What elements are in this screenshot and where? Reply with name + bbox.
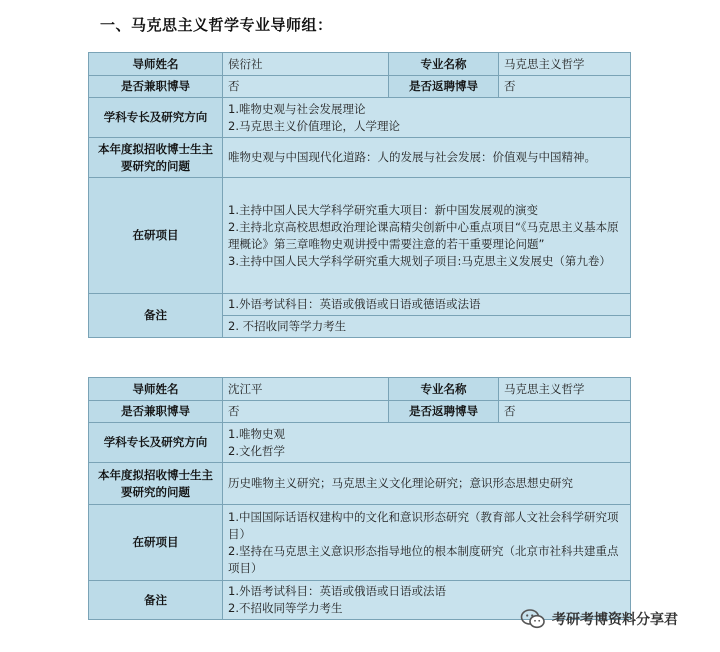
research-problem-value: 唯物史观与中国现代化道路：人的发展与社会发展：价值观与中国精神。 xyxy=(223,138,631,178)
watermark xyxy=(520,608,678,630)
note-line: 2. 不招收同等学力考生 xyxy=(223,316,631,338)
label-rehired: 是否返聘博导 xyxy=(389,76,499,98)
advisor-name: 侯衍社 xyxy=(223,53,389,76)
label-advisor-name: 导师姓名 xyxy=(89,53,223,76)
label-specialty: 学科专长及研究方向 xyxy=(89,423,223,463)
rehired-value: 否 xyxy=(499,401,631,423)
research-problem-value: 历史唯物主义研究；马克思主义文化理论研究；意识形态思想史研究 xyxy=(223,463,631,505)
label-notes: 备注 xyxy=(89,294,223,338)
label-research-problem: 本年度拟招收博士生主要研究的问题 xyxy=(89,138,223,178)
major-name: 马克思主义哲学 xyxy=(499,378,631,401)
concurrent-value: 否 xyxy=(223,401,389,423)
specialty-line: 2.马克思主义价值理论，人学理论 xyxy=(228,118,400,133)
specialty-line: 1.唯物史观与社会发展理论 xyxy=(228,101,366,116)
note-line: 1.外语考试科目：英语或俄语或日语或德语或法语 xyxy=(223,294,631,316)
note-line: 1.外语考试科目：英语或俄语或日语或法语 xyxy=(228,584,446,598)
advisor-table-2 xyxy=(88,377,631,620)
wechat-icon xyxy=(520,608,546,630)
label-major-name: 专业名称 xyxy=(389,53,499,76)
specialty-line: 1.唯物史观 xyxy=(228,426,285,441)
project-item: 2.主持北京高校思想政治理论课高精尖创新中心重点项目“《马克思主义基本原理概论》第三章唯物史观讲授中需要注意的若干重要理论问题” xyxy=(228,219,619,251)
label-specialty: 学科专长及研究方向 xyxy=(89,98,223,138)
label-projects: 在研项目 xyxy=(89,505,223,581)
label-concurrent: 是否兼职博导 xyxy=(89,76,223,98)
page-heading: 一、马克思主义哲学专业导师组： xyxy=(100,16,333,34)
project-item: 1.主持中国人民大学科学研究重大项目：新中国发展观的演变 xyxy=(228,202,538,217)
rehired-value: 否 xyxy=(499,76,631,98)
projects-value xyxy=(223,505,631,581)
project-item: 2.坚持在马克思主义意识形态指导地位的根本制度研究（北京市社科共建重点项目） xyxy=(228,543,619,575)
major-name: 马克思主义哲学 xyxy=(499,53,631,76)
projects-value xyxy=(223,178,631,294)
label-rehired: 是否返聘博导 xyxy=(389,401,499,423)
label-major-name: 专业名称 xyxy=(389,378,499,401)
specialty-value xyxy=(223,423,631,463)
label-research-problem: 本年度拟招收博士生主要研究的问题 xyxy=(89,463,223,505)
label-advisor-name: 导师姓名 xyxy=(89,378,223,401)
advisor-name: 沈江平 xyxy=(223,378,389,401)
advisor-table-1 xyxy=(88,52,631,338)
concurrent-value: 否 xyxy=(223,76,389,98)
specialty-line: 2.文化哲学 xyxy=(228,443,285,458)
project-item: 3.主持中国人民大学科学研究重大规划子项目:马克思主义发展史（第九卷） xyxy=(228,253,611,268)
label-concurrent: 是否兼职博导 xyxy=(89,401,223,423)
specialty-value xyxy=(223,98,631,138)
label-notes: 备注 xyxy=(89,581,223,620)
note-line: 2.不招收同等学力考生 xyxy=(228,601,343,615)
project-item: 1.中国国际话语权建构中的文化和意识形态研究（教育部人文社会科学研究项目） xyxy=(228,509,619,541)
watermark-text: 考研考博资料分享君 xyxy=(552,612,678,628)
label-projects: 在研项目 xyxy=(89,178,223,294)
